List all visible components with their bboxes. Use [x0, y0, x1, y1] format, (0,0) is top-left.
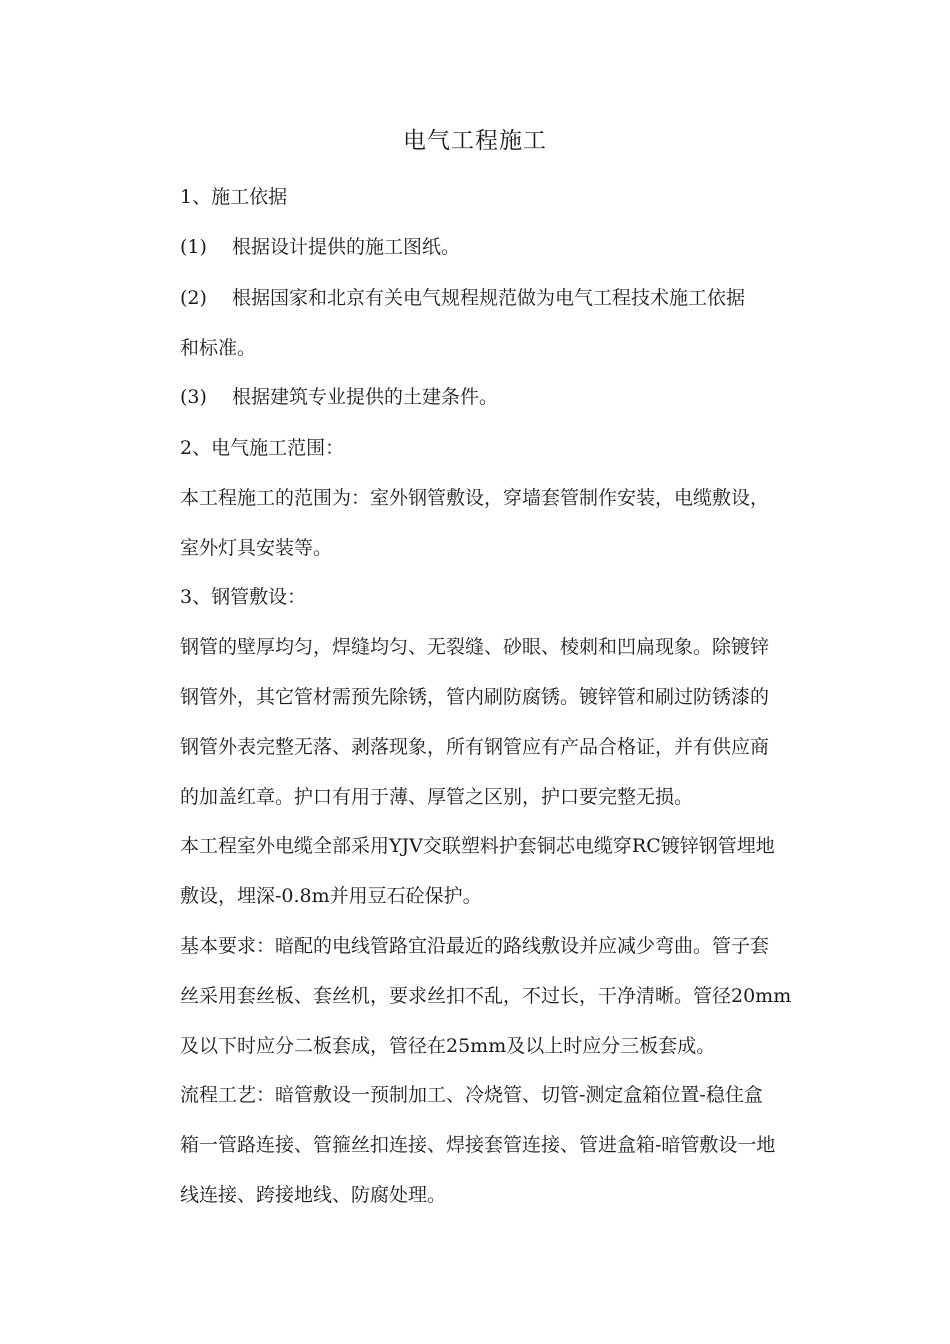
item-text: 根据设计提供的施工图纸。	[232, 236, 461, 258]
item-text: 根据建筑专业提供的土建条件。	[232, 386, 499, 408]
section-2-line-1: 本工程施工的范围为：室外钢管敷设，穿墙套管制作安装，电缆敷设，	[180, 487, 770, 509]
section-1-item-1	[180, 232, 460, 262]
section-2-heading: 2、电气施工范围：	[180, 437, 345, 459]
item-number: (2)	[180, 287, 207, 309]
section-1-item-2	[180, 283, 745, 313]
section-3-heading: 3、钢管敷设：	[180, 586, 307, 608]
paragraph-4-line-2: 箱一管路连接、管箍丝扣连接、焊接套管连接、管进盒箱-暗管敷设一地	[180, 1134, 776, 1156]
paragraph-1-line-4: 的加盖红章。护口有用于薄、厚管之区别，护口要完整无损。	[180, 786, 694, 808]
paragraph-2-line-2: 敷设，埋深-0.8m并用豆石砼保护。	[180, 885, 482, 907]
paragraph-3-line-1: 基本要求：暗配的电线管路宜沿最近的路线敷设并应减少弯曲。管子套	[180, 935, 770, 957]
paragraph-1-line-1: 钢管的壁厚均匀，焊缝均匀、无裂缝、砂眼、棱刺和凹扁现象。除镀锌	[180, 636, 770, 658]
section-1-item-2-continued: 和标准。	[180, 337, 257, 359]
paragraph-1-line-2: 钢管外，其它管材需预先除锈，管内刷防腐锈。镀锌管和刷过防锈漆的	[180, 686, 770, 708]
paragraph-2-line-1: 本工程室外电缆全部采用YJV交联塑料护套铜芯电缆穿RC镀锌钢管埋地	[180, 835, 775, 857]
document-title: 电气工程施工	[403, 128, 547, 154]
item-text: 根据国家和北京有关电气规程规范做为电气工程技术施工依据	[232, 287, 746, 309]
paragraph-3-line-2: 丝采用套丝板、套丝机，要求丝扣不乱，不过长，干净清晰。管径20mm	[180, 985, 792, 1007]
section-1-heading: 1、施工依据	[180, 186, 288, 208]
paragraph-4-line-1: 流程工艺：暗管敷设一预制加工、冷烧管、切管-测定盒箱位置-稳住盒	[180, 1084, 763, 1106]
item-number: (1)	[180, 236, 207, 258]
item-number: (3)	[180, 386, 207, 408]
paragraph-1-line-3: 钢管外表完整无落、剥落现象，所有钢管应有产品合格证，并有供应商	[180, 736, 770, 758]
paragraph-4-line-3: 线连接、跨接地线、防腐处理。	[180, 1184, 447, 1206]
section-2-line-2: 室外灯具安装等。	[180, 537, 333, 559]
section-1-item-3	[180, 382, 498, 412]
paragraph-3-line-3: 及以下时应分二板套成，管径在25mm及以上时应分三板套成。	[180, 1035, 716, 1057]
